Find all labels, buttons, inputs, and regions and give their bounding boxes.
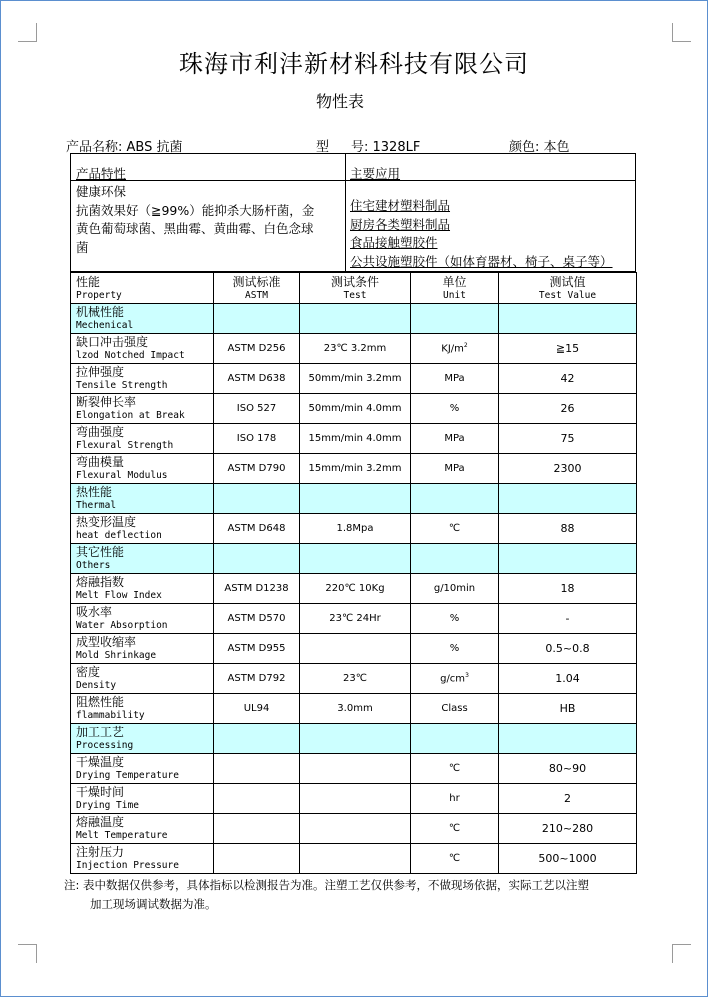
header-value: 测试值 Test Value xyxy=(499,273,637,304)
category-row xyxy=(71,544,637,574)
value-cell xyxy=(499,844,637,874)
property-name-cn: 注射压力 xyxy=(76,845,125,859)
property-name-cn: 热变形温度 xyxy=(76,515,137,529)
property-name-cn: 机械性能 xyxy=(76,305,125,319)
unit-cell-text: ℃ xyxy=(448,853,461,864)
property-name-en: Melt Temperature xyxy=(76,830,168,841)
header-unit: 单位 Unit xyxy=(411,273,499,304)
unit-cell xyxy=(411,394,499,424)
value-cell xyxy=(499,334,637,364)
value-cell-text: ≧15 xyxy=(555,342,580,355)
applications-column xyxy=(345,154,635,271)
table-row xyxy=(71,844,637,874)
standard-cell-text: ASTM D648 xyxy=(227,523,286,534)
property-cell xyxy=(71,484,214,514)
property-name-cn: 熔融温度 xyxy=(76,815,125,829)
value-cell xyxy=(499,544,637,574)
model-label: 型 xyxy=(316,140,330,155)
standard-cell-text: ASTM D792 xyxy=(227,673,286,684)
value-cell xyxy=(499,724,637,754)
unit-cell xyxy=(411,664,499,694)
condition-cell-text: 23℃ 24Hr xyxy=(329,613,381,624)
condition-cell xyxy=(300,394,411,424)
table-row xyxy=(71,784,637,814)
unit-cell-text: % xyxy=(449,643,460,654)
standard-cell xyxy=(214,604,300,634)
crop-mark-bottom-left xyxy=(18,944,37,963)
unit-cell-text: MPa xyxy=(444,463,465,474)
unit-cell xyxy=(411,634,499,664)
applications-header: 主要应用 xyxy=(345,154,635,181)
property-name-cn: 弯曲强度 xyxy=(76,425,125,439)
document-title: 物性表 xyxy=(315,92,364,111)
table-row xyxy=(71,454,637,484)
property-name-cn: 拉伸强度 xyxy=(76,365,125,379)
category-row xyxy=(71,724,637,754)
standard-cell-text: ISO 527 xyxy=(236,403,277,414)
property-name-en: Elongation at Break xyxy=(76,410,185,421)
application-item: 厨房各类塑料制品 xyxy=(350,216,451,232)
unit-cell-text: g/10min xyxy=(433,583,476,594)
value-cell-text: HB xyxy=(559,702,576,715)
category-row xyxy=(71,484,637,514)
property-name-en: flammability xyxy=(76,710,145,721)
condition-cell xyxy=(300,514,411,544)
standard-cell xyxy=(214,364,300,394)
features-column xyxy=(71,154,346,271)
condition-cell xyxy=(300,364,411,394)
value-cell-text: 210~280 xyxy=(541,822,594,835)
property-cell xyxy=(71,394,214,424)
property-name-cn: 加工工艺 xyxy=(76,725,125,739)
table-row xyxy=(71,814,637,844)
standard-cell xyxy=(214,304,300,334)
condition-cell xyxy=(300,694,411,724)
value-cell-text: 2 xyxy=(564,792,571,805)
standard-cell xyxy=(214,754,300,784)
property-cell xyxy=(71,514,214,544)
property-name-en: Mold Shrinkage xyxy=(76,650,157,661)
property-name-cn: 弯曲模量 xyxy=(76,455,125,469)
unit-cell xyxy=(411,514,499,544)
value-cell xyxy=(499,514,637,544)
condition-cell-text: 23℃ xyxy=(343,673,367,684)
value-cell xyxy=(499,694,637,724)
crop-mark-top-right xyxy=(672,23,691,42)
unit-superscript: 2 xyxy=(463,342,468,350)
property-name-en: Tensile Strength xyxy=(76,380,168,391)
property-name-cn: 熔融指数 xyxy=(76,575,125,589)
unit-cell xyxy=(411,484,499,514)
property-name-en: lzod Notched Impact xyxy=(76,350,185,361)
value-cell xyxy=(499,394,637,424)
unit-cell-text: ℃ xyxy=(448,823,461,834)
property-name-cn: 其它性能 xyxy=(76,545,125,559)
condition-cell xyxy=(300,754,411,784)
footnote-line-2: 加工现场调试数据为准。 xyxy=(90,897,217,911)
feature-line: 菌 xyxy=(76,239,89,255)
property-name-cn: 密度 xyxy=(76,665,101,679)
condition-cell xyxy=(300,454,411,484)
condition-cell-text: 1.8Mpa xyxy=(336,523,374,534)
condition-cell xyxy=(300,604,411,634)
value-cell-text: 0.5~0.8 xyxy=(545,642,590,655)
property-name-cn: 成型收缩率 xyxy=(76,635,137,649)
standard-cell xyxy=(214,694,300,724)
property-cell xyxy=(71,574,214,604)
crop-mark-bottom-right xyxy=(672,944,691,963)
value-cell xyxy=(499,424,637,454)
standard-cell xyxy=(214,664,300,694)
value-cell-text: 26 xyxy=(560,402,575,415)
value-cell xyxy=(499,604,637,634)
property-cell xyxy=(71,304,214,334)
unit-cell xyxy=(411,604,499,634)
unit-cell-text: KJ/m xyxy=(441,343,464,355)
property-name-cn: 干燥时间 xyxy=(76,785,125,799)
condition-cell xyxy=(300,814,411,844)
unit-cell-text: ℃ xyxy=(448,523,461,534)
table-row xyxy=(71,574,637,604)
condition-cell xyxy=(300,574,411,604)
property-cell xyxy=(71,334,214,364)
unit-cell xyxy=(411,694,499,724)
condition-cell-text: 15mm/min 3.2mm xyxy=(308,463,402,474)
standard-cell xyxy=(214,334,300,364)
value-cell-text: 2300 xyxy=(553,462,582,475)
property-name-en: Water Absorption xyxy=(76,620,168,631)
unit-cell xyxy=(411,544,499,574)
table-row xyxy=(71,694,637,724)
property-name-en: Density xyxy=(76,680,117,691)
applications-list xyxy=(345,181,635,271)
table-row xyxy=(71,604,637,634)
value-cell-text: 80~90 xyxy=(548,762,587,775)
table-row xyxy=(71,514,637,544)
property-cell xyxy=(71,724,214,754)
property-cell xyxy=(71,844,214,874)
condition-cell xyxy=(300,484,411,514)
company-name: 珠海市利沣新材料科技有限公司 xyxy=(179,50,529,78)
property-cell xyxy=(71,664,214,694)
standard-cell xyxy=(214,814,300,844)
property-name-cn: 热性能 xyxy=(76,485,113,499)
unit-cell xyxy=(411,574,499,604)
table-row xyxy=(71,634,637,664)
standard-cell xyxy=(214,784,300,814)
value-cell xyxy=(499,364,637,394)
value-cell-text: 1.04 xyxy=(555,672,580,685)
unit-cell xyxy=(411,304,499,334)
standard-cell xyxy=(214,424,300,454)
value-cell-text: 18 xyxy=(560,582,575,595)
table-row xyxy=(71,364,637,394)
value-cell xyxy=(499,814,637,844)
condition-cell xyxy=(300,544,411,574)
value-cell-text: 500~1000 xyxy=(538,852,597,865)
standard-cell-text: ASTM D1238 xyxy=(224,583,289,594)
value-cell-text: 75 xyxy=(560,432,575,445)
condition-cell xyxy=(300,634,411,664)
property-name-cn: 干燥温度 xyxy=(76,755,125,769)
property-name-en: Flexural Modulus xyxy=(76,470,168,481)
standard-cell xyxy=(214,574,300,604)
property-cell xyxy=(71,364,214,394)
condition-cell xyxy=(300,664,411,694)
condition-cell-text: 3.0mm xyxy=(337,703,373,714)
unit-cell xyxy=(411,814,499,844)
value-cell-text: 88 xyxy=(560,522,575,535)
properties-table-body xyxy=(71,273,637,874)
table-row xyxy=(71,754,637,784)
value-cell xyxy=(499,484,637,514)
unit-cell-text: g/cm xyxy=(440,673,466,685)
standard-cell xyxy=(214,844,300,874)
property-name-en: Mechenical xyxy=(76,320,134,331)
property-name-cn: 断裂伸长率 xyxy=(76,395,137,409)
header-condition: 测试条件 Test xyxy=(300,273,411,304)
standard-cell-text: ASTM D955 xyxy=(227,643,286,654)
property-name-en: Melt Flow Index xyxy=(76,590,162,601)
features-text xyxy=(71,181,345,257)
condition-cell-text: 23℃ 3.2mm xyxy=(323,343,387,354)
condition-cell-text: 50mm/min 3.2mm xyxy=(308,373,402,384)
color-value: 颜色: 本色 xyxy=(509,140,570,155)
standard-cell xyxy=(214,394,300,424)
table-row xyxy=(71,424,637,454)
value-cell-text: 42 xyxy=(560,372,575,385)
standard-cell xyxy=(214,484,300,514)
condition-cell xyxy=(300,844,411,874)
condition-cell xyxy=(300,424,411,454)
application-item: 食品接触塑胶件 xyxy=(350,235,438,250)
unit-cell-text: hr xyxy=(449,793,460,804)
properties-table xyxy=(70,272,637,874)
property-name-en: Thermal xyxy=(76,500,117,511)
features-applications-box xyxy=(70,153,636,272)
property-name-en: Others xyxy=(76,560,111,571)
value-cell xyxy=(499,664,637,694)
property-name-en: heat deflection xyxy=(76,530,162,541)
condition-cell xyxy=(300,784,411,814)
standard-cell-text: ISO 178 xyxy=(236,433,277,444)
property-name-en: Injection Pressure xyxy=(76,860,179,871)
property-cell xyxy=(71,694,214,724)
unit-cell-text: Class xyxy=(441,703,468,714)
standard-cell xyxy=(214,514,300,544)
value-cell xyxy=(499,754,637,784)
condition-cell-text: 15mm/min 4.0mm xyxy=(308,433,402,444)
property-name-en: Drying Temperature xyxy=(76,770,179,781)
unit-cell-text: MPa xyxy=(444,433,465,444)
standard-cell-text: ASTM D256 xyxy=(227,343,286,354)
standard-cell xyxy=(214,544,300,574)
condition-cell-text: 220℃ 10Kg xyxy=(325,583,385,594)
property-name-en: Drying Time xyxy=(76,800,139,811)
standard-cell-text: ASTM D570 xyxy=(227,613,286,624)
standard-cell-text: ASTM D638 xyxy=(227,373,286,384)
value-cell xyxy=(499,454,637,484)
feature-line: 黄色葡萄球菌、黑曲霉、黄曲霉、白色念球 xyxy=(76,221,314,236)
table-header-row xyxy=(71,273,637,304)
standard-cell-text: ASTM D790 xyxy=(227,463,286,474)
feature-line: 抗菌效果好（≧99%）能抑杀大肠杆菌，金 xyxy=(76,202,315,218)
property-cell xyxy=(71,454,214,484)
property-name-en: Flexural Strength xyxy=(76,440,174,451)
unit-cell-text: MPa xyxy=(444,373,465,384)
property-cell xyxy=(71,814,214,844)
unit-cell xyxy=(411,724,499,754)
unit-cell xyxy=(411,424,499,454)
application-item: 住宅建材塑料制品 xyxy=(350,198,451,213)
table-row xyxy=(71,664,637,694)
footnote xyxy=(64,876,644,914)
property-name-cn: 阻燃性能 xyxy=(76,695,125,709)
model-value: 号: 1328LF xyxy=(351,140,421,155)
table-row xyxy=(71,394,637,424)
value-cell xyxy=(499,634,637,664)
property-name-en: Processing xyxy=(76,740,134,751)
crop-mark-top-left xyxy=(18,23,37,42)
header-property: 性能 Property xyxy=(71,273,214,304)
condition-cell-text: 50mm/min 4.0mm xyxy=(308,403,402,414)
property-cell xyxy=(71,424,214,454)
condition-cell xyxy=(300,304,411,334)
table-row xyxy=(71,334,637,364)
value-cell xyxy=(499,574,637,604)
unit-cell xyxy=(411,364,499,394)
condition-cell xyxy=(300,334,411,364)
footnote-line-1: 注: 表中数据仅供参考，具体指标以检测报告为准。注塑工艺仅供参考，不做现场依据，实际工艺以注塑 xyxy=(64,878,590,892)
value-cell xyxy=(499,304,637,334)
header-standard: 测试标准 ASTM xyxy=(214,273,300,304)
property-cell xyxy=(71,784,214,814)
value-cell xyxy=(499,784,637,814)
unit-cell-text: % xyxy=(449,403,460,414)
unit-cell xyxy=(411,334,499,364)
standard-cell xyxy=(214,724,300,754)
property-cell xyxy=(71,544,214,574)
unit-cell xyxy=(411,454,499,484)
application-item: 公共设施塑胶件（如体育器材、椅子、桌子等） xyxy=(350,253,613,269)
unit-cell xyxy=(411,844,499,874)
feature-line: 健康环保 xyxy=(76,184,127,199)
unit-superscript: 3 xyxy=(465,672,469,680)
condition-cell xyxy=(300,724,411,754)
standard-cell-text: UL94 xyxy=(243,703,270,714)
unit-cell-text: ℃ xyxy=(448,763,461,774)
standard-cell xyxy=(214,634,300,664)
property-cell xyxy=(71,604,214,634)
property-cell xyxy=(71,634,214,664)
unit-cell-text: % xyxy=(449,613,460,624)
value-cell-text: - xyxy=(565,612,570,625)
standard-cell xyxy=(214,454,300,484)
product-name: 产品名称: ABS 抗菌 xyxy=(66,140,183,155)
features-header: 产品特性 xyxy=(71,154,345,181)
property-name-cn: 缺口冲击强度 xyxy=(76,335,149,349)
unit-cell xyxy=(411,754,499,784)
category-row xyxy=(71,304,637,334)
unit-cell xyxy=(411,784,499,814)
property-cell xyxy=(71,754,214,784)
property-name-cn: 吸水率 xyxy=(76,605,113,619)
